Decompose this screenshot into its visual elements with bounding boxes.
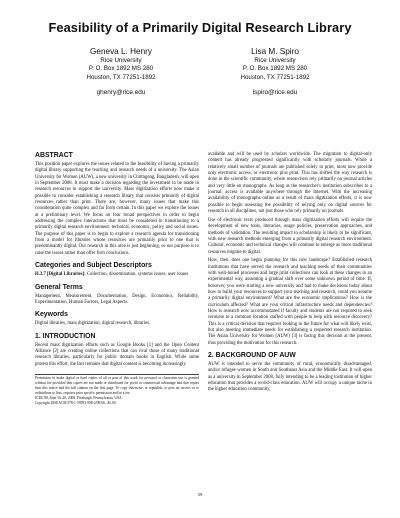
author-block-1 (56, 47, 186, 98)
abstract-text: This position paper explores the issues related to the feasibility of having a primarily digital library supporting the teaching and research needs of a university. The Asian University for Women (AUW), a new university in Chittagong, Bangladesh, will open in September 2008. It must make a decision regarding the investment to be made in research resources to support the university. Mass digitization efforts now make it possible to consider establishing a research library that consists primarily of digital resources rather than print. There are, however, many issues that make this consideration quite complex and far from certain. In this paper we explore the issues at a preliminary level. We focus on four broad perspectives in order to begin addressing the complex interactions that must be considered in transitioning to a primarily digital research environment: technical, economic, policy and social issues. The purpose of this paper is to begin to explore a research agenda for transitioning from a model for libraries whose resources are primarily print to one that is predominantly digital. Our research in this area is just beginning, so our purpose is to raise the issues rather than offer firm conclusions. (35, 162, 199, 256)
author-address-line: P. O. Box 1892 MS 280 (88, 65, 154, 73)
background-text: AUW is intended to serve the community of rural, economically disadvantaged, and/or refugee women in South and Southeast Asia and the Middle East. It will open as a university in September 2008, fully intending to be a leading institution of higher education that provides a world-class education. AUW will occupy a unique niche in the higher education community, (208, 362, 372, 393)
author-email: ghenry@rice.edu (96, 89, 146, 97)
categories-heading: Categories and Subject Descriptors (35, 262, 152, 270)
abstract-heading: ABSTRACT (35, 152, 73, 159)
author-address-line: P. O. Box 1892 MS 280 (242, 65, 308, 73)
general-terms-heading: General Terms (35, 283, 83, 291)
introduction-text: Recent mass digitization efforts such as Google Books [1] and the Open Content Alliance [2] are creating online collections that can rival those of many traditional research libraries, particularly for public domain books in English. While some protest this effort, the fact remains that digital content is becoming increasingly (35, 342, 199, 367)
author-address-line: Houston, TX 77251-1892 (86, 73, 156, 81)
copyright-line: Copyright 2008 ACM 978-1-59593-998-2/08/06...$5.00. (35, 400, 117, 405)
keywords-heading: Keywords (35, 311, 68, 319)
body-paragraph: Use of electronic texts produced through mass digitization efforts will require the development of new tools, literacies, usage policies, preservation approaches, and methods of validation. The resulting impact to scholarship is likely to be significant, with new research methods emerging from a primarily digital research environment. Cultural, economic and technical changes will continue to emerge as more traditional resources migrate to digital. (208, 217, 372, 255)
conference-line: JCDL'08, June 16–20, 2008, Pittsburgh, Pennsylvania, USA. (35, 395, 123, 400)
author-address-line: Houston, TX 77251-1892 (240, 73, 310, 81)
body-paragraph: How, then, does one begin planning for this new landscape? Established research institutions that have served the research and teaching needs of their communities with well-honed processes and large print collections can look at these changes in an experimental way, assuming a gradual shift over some unknown period of time. If, however, you were starting a new university and had to make decisions today about how to build your resources to support your teaching and research, could you assume a primarily digital environment? What are the economic implications? How is the curriculum affected? What are your critical infrastructure needs and dependencies? How is research now accommodated if faculty and students are not required to seek recourse to a common location staffed with people to help with resource discovery? This is a critical decision that requires looking to the future for what will likely exist, but also meeting immediate needs for establishing a respected research institution. The Asian University for Women (AUW) [3] is facing this decision at the present, thus providing the motivation for this research. (208, 258, 372, 346)
author-block-2 (210, 47, 340, 98)
right-column (208, 152, 372, 394)
background-heading: 2. BACKGROUND OF AUW (208, 352, 296, 360)
introduction-heading: 1. INTRODUCTION (35, 332, 96, 340)
general-terms-text: Management, Measurement, Documentation, Design, Economics, Reliability, Experimentation, Human Factors, Legal Aspects. (35, 293, 199, 305)
author-email: lspiro@rice.edu (252, 89, 298, 97)
permission-notice (35, 374, 199, 406)
author-affiliation: Rice University (254, 57, 296, 64)
author-name: Geneva L. Henry (90, 47, 152, 56)
author-affiliation: Rice University (100, 57, 142, 64)
body-paragraph: available and will be used by scholars worldwide. The migration to digital-only content has already progressed significantly with scholarly journals. While a relatively small number of journals are published solely in print, most now provide only electronic access, or electronic plus print. This has shifted the way research is done in the scientific community, where researchers rely primarily on journal articles and very little on monographs. As long as the researcher's institution subscribes to a journal, access is available anywhere through the Internet. With the increasing availability of monographs online as a result of mass digitization efforts, it is now possible to begin assessing the possibility of relying only on digital sources for research in all disciplines, not just those who rely primarily on journals. (208, 152, 372, 215)
paper-title: Feasibility of a Primarily Digital Research Library (48, 20, 352, 35)
categories-description: Collection, dissemination, systems issues, user issues (85, 272, 189, 278)
categories-text (35, 272, 199, 278)
left-column (35, 152, 199, 406)
categories-code: H.3.7 [Digital Libraries]: (35, 272, 86, 278)
permission-text: Permission to make digital or hard copies of all or part of this work for personal or classroom use is granted without fee provided that copies are not made or distributed for profit or commercial advantage and that copies bear this notice and the full citation on the first page. To copy otherwise, or republish, to post on servers or to redistribute to lists, requires prior specific permission and/or a fee. (35, 375, 199, 395)
keywords-text: Digital libraries, mass digitization, digital research, libraries. (35, 321, 151, 327)
author-name: Lisa M. Spiro (251, 47, 299, 56)
page-number: 59 (197, 492, 203, 497)
